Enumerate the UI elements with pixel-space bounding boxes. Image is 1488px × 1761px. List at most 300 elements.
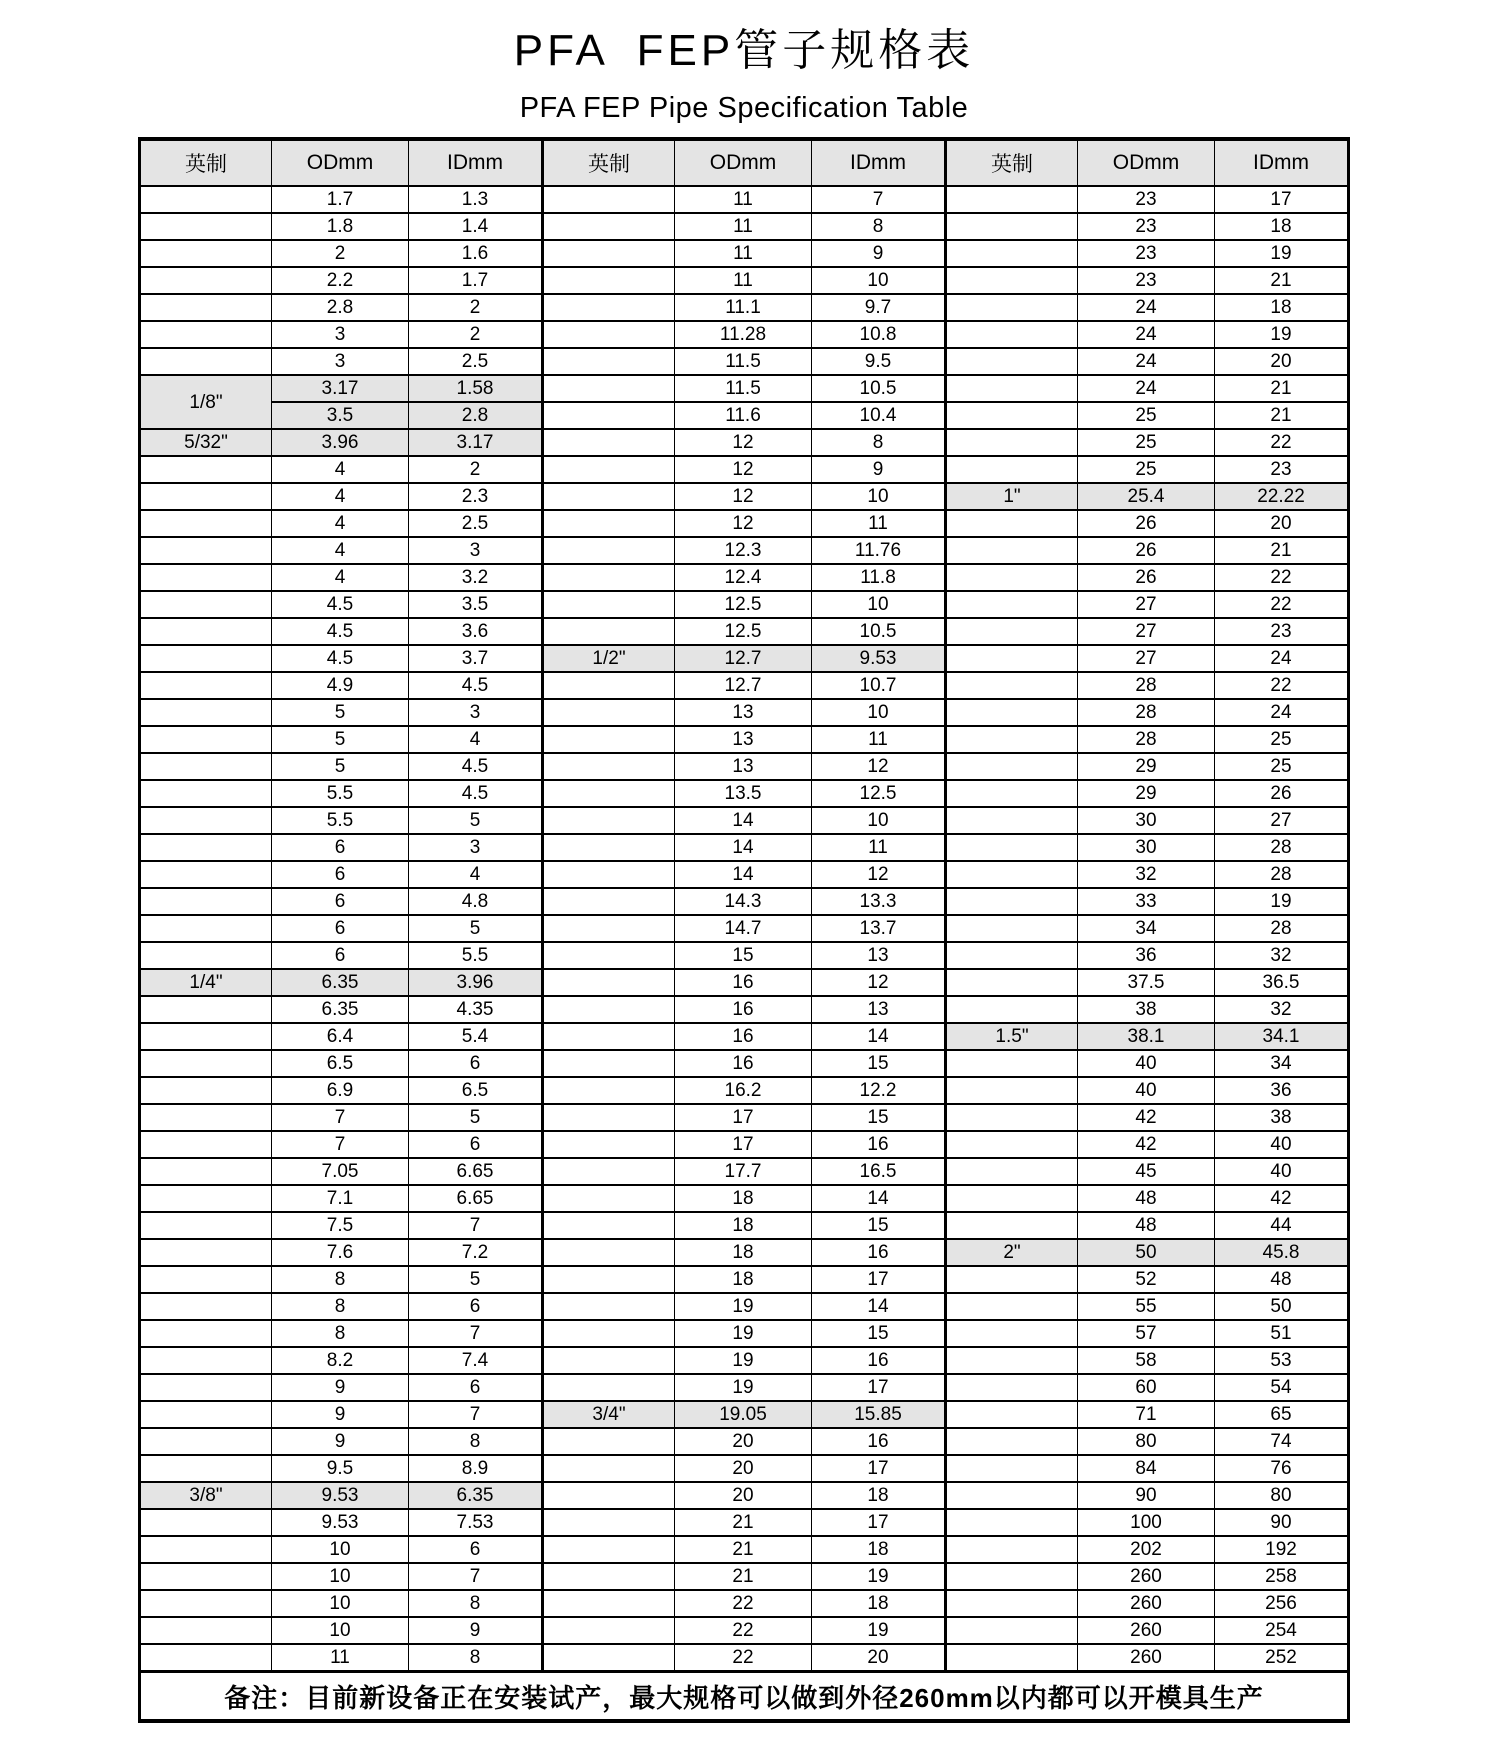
id-cell: 16 (812, 1347, 946, 1374)
imperial-empty-cell (543, 1482, 675, 1509)
od-cell: 12 (675, 429, 812, 456)
id-cell: 20 (812, 1644, 946, 1672)
id-cell: 192 (1215, 1536, 1349, 1563)
imperial-empty-cell (140, 537, 272, 564)
table-row (140, 942, 1349, 969)
od-cell: 24 (1078, 294, 1215, 321)
table-row (140, 1212, 1349, 1239)
id-cell: 20 (1215, 510, 1349, 537)
od-cell: 17.7 (675, 1158, 812, 1185)
od-cell: 7.05 (272, 1158, 409, 1185)
id-cell: 16 (812, 1131, 946, 1158)
id-cell: 22 (1215, 672, 1349, 699)
id-cell: 6 (409, 1131, 543, 1158)
id-cell: 11.76 (812, 537, 946, 564)
table-row (140, 1374, 1349, 1401)
id-cell: 14 (812, 1185, 946, 1212)
od-cell: 3 (272, 348, 409, 375)
id-cell: 10.5 (812, 375, 946, 402)
id-cell: 42 (1215, 1185, 1349, 1212)
id-cell: 14 (812, 1023, 946, 1050)
id-cell: 17 (812, 1455, 946, 1482)
imperial-empty-cell (543, 1077, 675, 1104)
od-cell: 23 (1078, 267, 1215, 294)
id-cell: 90 (1215, 1509, 1349, 1536)
table-row (140, 645, 1349, 672)
header-id-3: IDmm (1215, 139, 1349, 186)
imperial-empty-cell (946, 591, 1078, 618)
imperial-empty-cell (543, 591, 675, 618)
id-cell: 12 (812, 753, 946, 780)
table-row (140, 807, 1349, 834)
imperial-empty-cell (543, 1239, 675, 1266)
od-cell: 19 (675, 1374, 812, 1401)
id-cell: 8 (409, 1590, 543, 1617)
header-id-1: IDmm (409, 139, 543, 186)
id-cell: 19 (812, 1563, 946, 1590)
id-cell: 2 (409, 456, 543, 483)
imperial-empty-cell (140, 726, 272, 753)
table-row (140, 1536, 1349, 1563)
imperial-empty-cell (543, 375, 675, 402)
imperial-empty-cell (946, 429, 1078, 456)
od-cell: 84 (1078, 1455, 1215, 1482)
imperial-empty-cell (543, 1536, 675, 1563)
od-cell: 37.5 (1078, 969, 1215, 996)
imperial-empty-cell (946, 348, 1078, 375)
id-cell: 18 (1215, 213, 1349, 240)
od-cell: 26 (1078, 537, 1215, 564)
id-cell: 74 (1215, 1428, 1349, 1455)
imperial-empty-cell (946, 1644, 1078, 1672)
imperial-empty-cell (543, 618, 675, 645)
id-cell: 12 (812, 861, 946, 888)
od-cell: 48 (1078, 1212, 1215, 1239)
imperial-empty-cell (140, 915, 272, 942)
id-cell: 8 (812, 429, 946, 456)
imperial-empty-cell (543, 1455, 675, 1482)
imperial-empty-cell (140, 267, 272, 294)
od-cell: 260 (1078, 1590, 1215, 1617)
id-cell: 50 (1215, 1293, 1349, 1320)
od-cell: 38 (1078, 996, 1215, 1023)
imperial-empty-cell (140, 1455, 272, 1482)
id-cell: 25 (1215, 726, 1349, 753)
id-cell: 15 (812, 1104, 946, 1131)
od-cell: 52 (1078, 1266, 1215, 1293)
od-cell: 20 (675, 1455, 812, 1482)
table-row (140, 564, 1349, 591)
od-cell: 55 (1078, 1293, 1215, 1320)
table-row (140, 1158, 1349, 1185)
imperial-empty-cell (946, 861, 1078, 888)
od-cell: 32 (1078, 861, 1215, 888)
id-cell: 32 (1215, 942, 1349, 969)
od-cell: 3 (272, 321, 409, 348)
id-cell: 44 (1215, 1212, 1349, 1239)
imperial-empty-cell (543, 1320, 675, 1347)
imperial-empty-cell (946, 996, 1078, 1023)
od-cell: 22 (675, 1644, 812, 1672)
od-cell: 8 (272, 1320, 409, 1347)
table-row (140, 267, 1349, 294)
id-cell: 18 (812, 1590, 946, 1617)
imperial-empty-cell (543, 888, 675, 915)
table-row (140, 888, 1349, 915)
imperial-empty-cell (140, 186, 272, 213)
od-cell: 12 (675, 483, 812, 510)
table-row (140, 1509, 1349, 1536)
table-row (140, 375, 1349, 402)
imperial-empty-cell (543, 213, 675, 240)
imperial-empty-cell (140, 1617, 272, 1644)
imperial-empty-cell (543, 672, 675, 699)
id-cell: 9.5 (812, 348, 946, 375)
table-row (140, 726, 1349, 753)
imperial-empty-cell (543, 294, 675, 321)
id-cell: 15 (812, 1320, 946, 1347)
imperial-empty-cell (946, 402, 1078, 429)
imperial-empty-cell (946, 1077, 1078, 1104)
imperial-empty-cell (543, 267, 675, 294)
od-cell: 4.9 (272, 672, 409, 699)
od-cell: 80 (1078, 1428, 1215, 1455)
id-cell: 34.1 (1215, 1023, 1349, 1050)
id-cell: 3 (409, 537, 543, 564)
imperial-empty-cell (946, 1104, 1078, 1131)
od-cell: 24 (1078, 375, 1215, 402)
id-cell: 13 (812, 996, 946, 1023)
id-cell: 252 (1215, 1644, 1349, 1672)
id-cell: 40 (1215, 1158, 1349, 1185)
od-cell: 21 (675, 1509, 812, 1536)
od-cell: 100 (1078, 1509, 1215, 1536)
id-cell: 28 (1215, 861, 1349, 888)
od-cell: 60 (1078, 1374, 1215, 1401)
od-cell: 90 (1078, 1482, 1215, 1509)
id-cell: 22.22 (1215, 483, 1349, 510)
od-cell: 4 (272, 483, 409, 510)
id-cell: 36.5 (1215, 969, 1349, 996)
imperial-empty-cell (946, 780, 1078, 807)
id-cell: 6.35 (409, 1482, 543, 1509)
id-cell: 20 (1215, 348, 1349, 375)
header-od-2: ODmm (675, 139, 812, 186)
od-cell: 40 (1078, 1077, 1215, 1104)
table-row (140, 1455, 1349, 1482)
imperial-empty-cell (543, 1131, 675, 1158)
od-cell: 4.5 (272, 591, 409, 618)
imperial-empty-cell (946, 1293, 1078, 1320)
id-cell: 256 (1215, 1590, 1349, 1617)
table-row (140, 1293, 1349, 1320)
od-cell: 21 (675, 1563, 812, 1590)
imperial-empty-cell (140, 1590, 272, 1617)
table-row (140, 699, 1349, 726)
table-row (140, 213, 1349, 240)
od-cell: 27 (1078, 645, 1215, 672)
imperial-empty-cell (946, 1131, 1078, 1158)
id-cell: 18 (812, 1482, 946, 1509)
table-row (140, 348, 1349, 375)
table-body (140, 186, 1349, 1672)
id-cell: 53 (1215, 1347, 1349, 1374)
od-cell: 11 (675, 186, 812, 213)
od-cell: 28 (1078, 726, 1215, 753)
imperial-empty-cell (946, 294, 1078, 321)
table-row (140, 1131, 1349, 1158)
id-cell: 254 (1215, 1617, 1349, 1644)
id-cell: 38 (1215, 1104, 1349, 1131)
od-cell: 12 (675, 510, 812, 537)
od-cell: 28 (1078, 672, 1215, 699)
imperial-empty-cell (946, 1428, 1078, 1455)
od-cell: 25 (1078, 402, 1215, 429)
imperial-empty-cell (543, 969, 675, 996)
id-cell: 6.65 (409, 1158, 543, 1185)
od-cell: 57 (1078, 1320, 1215, 1347)
imperial-empty-cell (946, 726, 1078, 753)
id-cell: 26 (1215, 780, 1349, 807)
od-cell: 13 (675, 726, 812, 753)
od-cell: 2.8 (272, 294, 409, 321)
imperial-empty-cell (946, 1320, 1078, 1347)
od-cell: 21 (675, 1536, 812, 1563)
table-row (140, 1320, 1349, 1347)
od-cell: 17 (675, 1131, 812, 1158)
id-cell: 10 (812, 699, 946, 726)
od-cell: 29 (1078, 753, 1215, 780)
id-cell: 11 (812, 834, 946, 861)
od-cell: 10 (272, 1536, 409, 1563)
id-cell: 3.96 (409, 969, 543, 996)
id-cell: 7 (409, 1320, 543, 1347)
imperial-empty-cell (543, 483, 675, 510)
imperial-empty-cell (140, 1563, 272, 1590)
table-row (140, 672, 1349, 699)
id-cell: 17 (812, 1374, 946, 1401)
od-cell: 5 (272, 753, 409, 780)
od-cell: 22 (675, 1590, 812, 1617)
header-od-1: ODmm (272, 139, 409, 186)
imperial-size-cell: 1/8" (140, 375, 272, 429)
id-cell: 1.4 (409, 213, 543, 240)
imperial-empty-cell (140, 834, 272, 861)
id-cell: 7 (409, 1401, 543, 1428)
id-cell: 4.5 (409, 672, 543, 699)
id-cell: 15 (812, 1050, 946, 1077)
od-cell: 9.5 (272, 1455, 409, 1482)
id-cell: 17 (1215, 186, 1349, 213)
od-cell: 8 (272, 1293, 409, 1320)
imperial-empty-cell (543, 456, 675, 483)
table-row (140, 483, 1349, 510)
id-cell: 32 (1215, 996, 1349, 1023)
imperial-empty-cell (140, 1428, 272, 1455)
table-row (140, 1104, 1349, 1131)
id-cell: 5.4 (409, 1023, 543, 1050)
imperial-empty-cell (140, 1104, 272, 1131)
od-cell: 40 (1078, 1050, 1215, 1077)
imperial-empty-cell (543, 1347, 675, 1374)
od-cell: 58 (1078, 1347, 1215, 1374)
imperial-empty-cell (946, 1050, 1078, 1077)
imperial-empty-cell (946, 753, 1078, 780)
table-header (140, 139, 1349, 186)
od-cell: 12.7 (675, 672, 812, 699)
id-cell: 12.5 (812, 780, 946, 807)
od-cell: 12.3 (675, 537, 812, 564)
id-cell: 34 (1215, 1050, 1349, 1077)
imperial-empty-cell (543, 1617, 675, 1644)
od-cell: 24 (1078, 348, 1215, 375)
imperial-empty-cell (140, 294, 272, 321)
id-cell: 4.8 (409, 888, 543, 915)
od-cell: 13 (675, 699, 812, 726)
imperial-empty-cell (946, 1212, 1078, 1239)
imperial-empty-cell (140, 807, 272, 834)
od-cell: 6.5 (272, 1050, 409, 1077)
od-cell: 34 (1078, 915, 1215, 942)
id-cell: 5 (409, 915, 543, 942)
od-cell: 48 (1078, 1185, 1215, 1212)
od-cell: 4.5 (272, 645, 409, 672)
table-row (140, 510, 1349, 537)
od-cell: 260 (1078, 1617, 1215, 1644)
imperial-empty-cell (543, 510, 675, 537)
imperial-empty-cell (543, 1374, 675, 1401)
table-row (140, 1347, 1349, 1374)
od-cell: 11.5 (675, 348, 812, 375)
imperial-empty-cell (543, 1023, 675, 1050)
id-cell: 11.8 (812, 564, 946, 591)
id-cell: 12 (812, 969, 946, 996)
id-cell: 4.5 (409, 780, 543, 807)
imperial-empty-cell (140, 1212, 272, 1239)
od-cell: 11.5 (675, 375, 812, 402)
id-cell: 19 (812, 1617, 946, 1644)
id-cell: 7.2 (409, 1239, 543, 1266)
od-cell: 18 (675, 1266, 812, 1293)
id-cell: 21 (1215, 267, 1349, 294)
imperial-empty-cell (946, 834, 1078, 861)
od-cell: 11.1 (675, 294, 812, 321)
imperial-empty-cell (543, 834, 675, 861)
od-cell: 260 (1078, 1563, 1215, 1590)
imperial-empty-cell (140, 240, 272, 267)
imperial-empty-cell (543, 240, 675, 267)
id-cell: 11 (812, 510, 946, 537)
id-cell: 9 (812, 456, 946, 483)
header-od-3: ODmm (1078, 139, 1215, 186)
imperial-empty-cell (140, 645, 272, 672)
imperial-empty-cell (543, 1509, 675, 1536)
imperial-empty-cell (946, 240, 1078, 267)
id-cell: 10 (812, 483, 946, 510)
od-cell: 13 (675, 753, 812, 780)
od-cell: 6 (272, 834, 409, 861)
id-cell: 54 (1215, 1374, 1349, 1401)
id-cell: 24 (1215, 645, 1349, 672)
od-cell: 7 (272, 1131, 409, 1158)
od-cell: 14 (675, 861, 812, 888)
imperial-empty-cell (946, 456, 1078, 483)
od-cell: 12.5 (675, 618, 812, 645)
od-cell: 10 (272, 1617, 409, 1644)
imperial-empty-cell (140, 510, 272, 537)
od-cell: 9.53 (272, 1482, 409, 1509)
imperial-empty-cell (543, 753, 675, 780)
od-cell: 16 (675, 996, 812, 1023)
imperial-empty-cell (946, 1563, 1078, 1590)
table-row (140, 537, 1349, 564)
id-cell: 19 (1215, 888, 1349, 915)
od-cell: 7.5 (272, 1212, 409, 1239)
imperial-empty-cell (140, 1509, 272, 1536)
note-row (140, 1672, 1349, 1722)
od-cell: 4 (272, 456, 409, 483)
imperial-empty-cell (946, 1509, 1078, 1536)
id-cell: 5.5 (409, 942, 543, 969)
id-cell: 16 (812, 1239, 946, 1266)
table-row (140, 1482, 1349, 1509)
id-cell: 1.7 (409, 267, 543, 294)
id-cell: 6 (409, 1293, 543, 1320)
imperial-size-cell: 1/2" (543, 645, 675, 672)
table-row (140, 915, 1349, 942)
imperial-size-cell: 1.5" (946, 1023, 1078, 1050)
id-cell: 4.35 (409, 996, 543, 1023)
imperial-empty-cell (140, 1293, 272, 1320)
od-cell: 28 (1078, 699, 1215, 726)
imperial-empty-cell (543, 780, 675, 807)
id-cell: 6.65 (409, 1185, 543, 1212)
id-cell: 3.17 (409, 429, 543, 456)
imperial-empty-cell (946, 1401, 1078, 1428)
id-cell: 9.53 (812, 645, 946, 672)
od-cell: 5 (272, 699, 409, 726)
od-cell: 4.5 (272, 618, 409, 645)
id-cell: 1.58 (409, 375, 543, 402)
id-cell: 12.2 (812, 1077, 946, 1104)
imperial-empty-cell (140, 888, 272, 915)
id-cell: 21 (1215, 402, 1349, 429)
imperial-empty-cell (140, 1374, 272, 1401)
id-cell: 6 (409, 1374, 543, 1401)
id-cell: 7.4 (409, 1347, 543, 1374)
id-cell: 17 (812, 1266, 946, 1293)
od-cell: 14 (675, 834, 812, 861)
od-cell: 38.1 (1078, 1023, 1215, 1050)
id-cell: 45.8 (1215, 1239, 1349, 1266)
id-cell: 2.5 (409, 510, 543, 537)
imperial-empty-cell (946, 888, 1078, 915)
imperial-empty-cell (946, 267, 1078, 294)
id-cell: 13.7 (812, 915, 946, 942)
imperial-empty-cell (140, 618, 272, 645)
imperial-empty-cell (140, 1401, 272, 1428)
table-row (140, 240, 1349, 267)
od-cell: 260 (1078, 1644, 1215, 1672)
od-cell: 25 (1078, 456, 1215, 483)
od-cell: 24 (1078, 321, 1215, 348)
table-row (140, 1239, 1349, 1266)
table-row (140, 429, 1349, 456)
imperial-empty-cell (543, 942, 675, 969)
imperial-empty-cell (140, 456, 272, 483)
imperial-empty-cell (543, 1104, 675, 1131)
imperial-empty-cell (543, 996, 675, 1023)
